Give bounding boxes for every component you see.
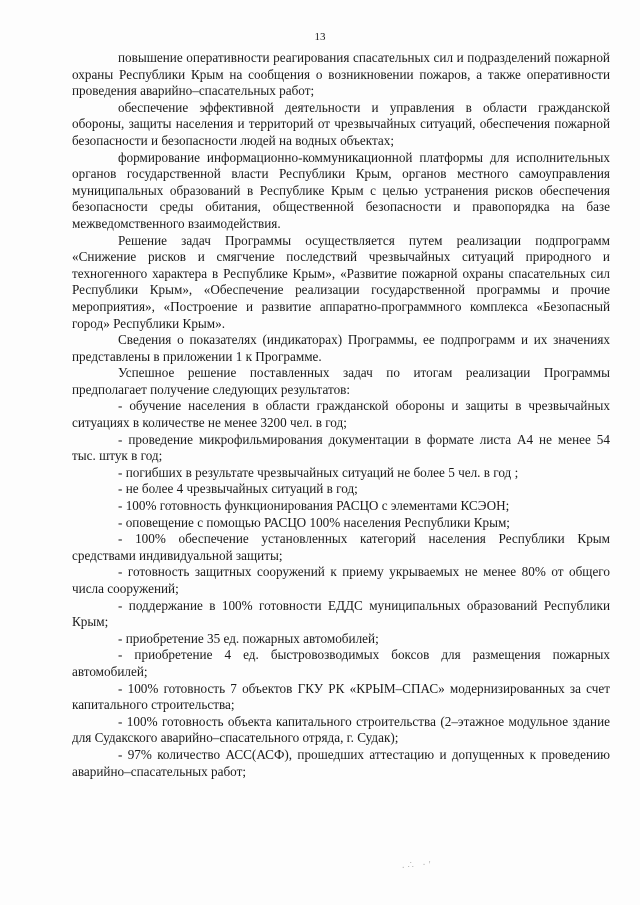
- result-item: - не более 4 чрезвычайных ситуаций в год;: [118, 481, 358, 497]
- paragraph: формирование информационно-коммуникационной платформы для исполнительных органов государственной власти Республики Крым, органов местного самоуправления муниципальных образований в Республике Крым с целью устранения рисков обеспечения безопасности среды обитания, общественной безопасности и правопорядка на базе межведомственного взаимодействия.: [72, 149, 610, 231]
- document-body: [72, 50, 610, 780]
- result-item: - приобретение 4 ед. быстровозводимых боксов для размещения пожарных автомобилей;: [72, 647, 610, 679]
- paragraph: повышение оперативности реагирования спасательных сил и подразделений пожарной охраны Республики Крым на сообщения о возникновении пожаров, а также оперативности проведения аварийно–спасательных работ;: [72, 50, 610, 99]
- result-item: - 100% готовность объекта капитального строительства (2–этажное модульное здание для Судакского аварийно–спасательного отряда, г. Судак);: [72, 713, 610, 746]
- result-item: - поддержание в 100% готовности ЕДДС муниципальных образований Республики Крым;: [72, 597, 610, 630]
- result-item: - приобретение 35 ед. пожарных автомобилей;: [118, 630, 379, 646]
- result-item: - оповещение с помощью РАСЦО 100% населения Республики Крым;: [118, 514, 510, 530]
- paragraph: Решение задач Программы осуществляется путем реализации подпрограмм «Снижение рисков и смягчение последствий чрезвычайных ситуаций природного и техногенного характера в Республике Крым», «Развитие пожарной охраны спасательных сил Республики Крым», «Обеспечение реализации государственной программы и прочие мероприятия», «Построение и развитие аппаратно-программного комплекса «Безопасный город» Республики Крым».: [72, 232, 610, 331]
- scan-artifact: .∴ ·': [402, 860, 434, 871]
- paragraph: Сведения о показателях (индикаторах) Программы, ее подпрограмм и их значениях представлены в приложении 1 к Программе.: [72, 332, 610, 364]
- paragraph: обеспечение эффективной деятельности и управления в области гражданской обороны, защиты населения и территорий от чрезвычайных ситуаций, обеспечения пожарной безопасности и безопасности людей на водных объектах;: [72, 99, 610, 148]
- result-item: - 100% готовность функционирования РАСЦО с элементами КСЭОН;: [118, 498, 510, 514]
- result-item: - погибших в результате чрезвычайных ситуаций не более 5 чел. в год ;: [118, 464, 519, 480]
- result-item: - 97% количество АСС(АСФ), прошедших аттестацию и допущенных к проведению аварийно–спасательных работ;: [72, 746, 610, 779]
- paragraph: Успешное решение поставленных задач по итогам реализации Программы предполагает получение следующих результатов:: [72, 365, 610, 397]
- page-number: 13: [314, 31, 326, 43]
- result-item: - 100% обеспечение установленных категорий населения Республики Крым средствами индивидуальной защиты;: [72, 531, 610, 563]
- result-item: - 100% готовность 7 объектов ГКУ РК «КРЫМ–СПАС» модернизированных за счет капитального строительства;: [72, 680, 610, 713]
- result-item: - обучение населения в области гражданской обороны и защиты в чрезвычайных ситуациях в количестве не менее 3200 чел. в год;: [72, 398, 610, 431]
- result-item: - готовность защитных сооружений к приему укрываемых не менее 80% от общего числа сооружений;: [72, 564, 610, 596]
- result-item: - проведение микрофильмирования документации в формате листа А4 не менее 54 тыс. штук в год;: [72, 431, 610, 464]
